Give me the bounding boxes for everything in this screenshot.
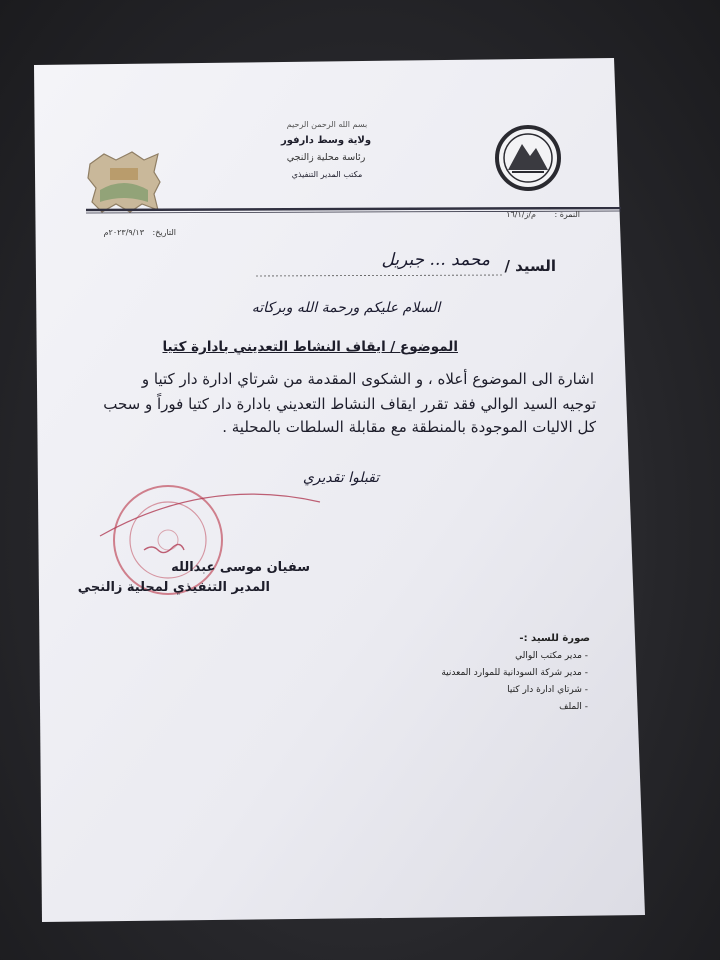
basmala: بسم الله الرحمن الرحيم [286, 120, 368, 129]
signatory-title: المدير التنفيذي لمحلية زالنجي [77, 580, 270, 595]
presidency-name: رئاسة محلية زالنجي [286, 152, 366, 163]
date-value: ٢٠٢٣/٩/١٣م [103, 228, 144, 237]
ref-label: النمرة : [554, 210, 580, 219]
date-label: التاريخ: [152, 228, 176, 237]
copy-item: - مدير مكتب الوالي [515, 651, 588, 661]
addressee-line [256, 274, 506, 278]
ref-value: م/ز/١٦/١ [506, 210, 536, 219]
copy-item: - مدير شركة السودانية للموارد المعدنية [441, 668, 588, 678]
body-line-1: اشارة الى الموضوع أعلاه ، و الشكوى المقدمة من شرتاي ادارة دار كتيا و [141, 370, 594, 388]
subject: الموضوع / ايقاف النشاط التعديني بادارة كتيا [162, 339, 458, 355]
addressee-name: محمد ... جبريل [381, 250, 490, 270]
copy-item: - شرتاي ادارة دار كتيا [507, 685, 588, 695]
copy-item: - الملف [559, 702, 588, 712]
copies-heading: صورة للسيد :- [519, 633, 590, 644]
closing: تقبلوا تقديري [302, 470, 380, 486]
body-line-2: توجيه السيد الوالي فقد تقرر ايقاف النشاط التعديني بادارة دار كتيا فوراً و سحب [103, 395, 596, 413]
locality-seal-logo [494, 124, 562, 192]
office-name: مكتب المدير التنفيذي [291, 170, 363, 179]
greeting: السلام عليكم ورحمة الله وبركاته [251, 300, 441, 316]
state-name: ولاية وسط دارفور [280, 135, 372, 146]
addressee-label: السيد / [504, 257, 556, 275]
body-line-3: كل الاليات الموجودة بالمنطقة مع مقابلة السلطات بالمحلية . [222, 418, 596, 436]
signatory-name: سفيان موسى عبدالله [171, 560, 310, 575]
